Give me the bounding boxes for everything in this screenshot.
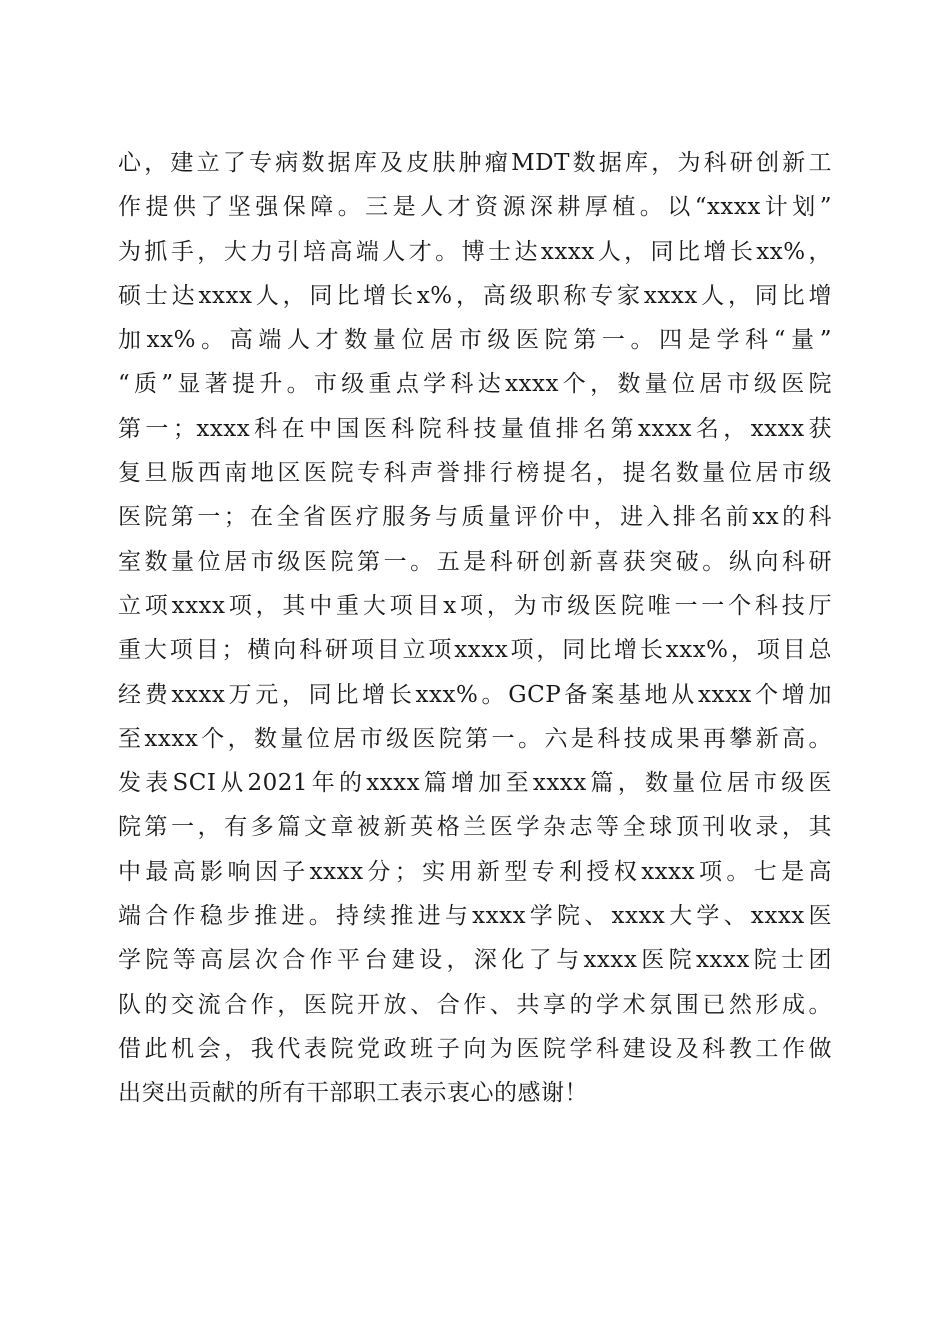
text-line: 加xx%。高端人才数量位居市级医院第一。四是学科“量” (118, 327, 832, 354)
text-line: 为抓手，大力引培高端人才。博士达xxxx人，同比增长xx%， (118, 238, 832, 265)
text-line: 重大项目；横向科研项目立项xxxx项，同比增长xxx%，项目总 (118, 637, 832, 664)
text-line: 队的交流合作，医院开放、合作、共享的学术氛围已然形成。 (118, 991, 832, 1018)
text-line: 端合作稳步推进。持续推进与xxxx学院、xxxx大学、xxxx医 (118, 903, 832, 930)
text-line: 经费xxxx万元，同比增长xxx%。GCP备案基地从xxxx个增加 (118, 681, 832, 708)
text-line: 硕士达xxxx人，同比增长x%，高级职称专家xxxx人，同比增 (118, 282, 832, 309)
text-line: 至xxxx个，数量位居市级医院第一。六是科技成果再攀新高。 (118, 725, 832, 752)
text-line: 院第一，有多篇文章被新英格兰医学杂志等全球顶刊收录，其 (118, 814, 832, 841)
text-line: 作提供了坚强保障。三是人才资源深耕厚植。以“xxxx计划” (118, 194, 832, 221)
text-line: 学院等高层次合作平台建设，深化了与xxxx医院xxxx院士团 (118, 947, 832, 974)
text-line: 出突出贡献的所有干部职工表示衷心的感谢！ (118, 1080, 588, 1107)
text-line: 第一；xxxx科在中国医科院科技量值排名第xxxx名，xxxx获 (118, 415, 832, 442)
text-line: 心，建立了专病数据库及皮肤肿瘤MDT数据库，为科研创新工 (118, 150, 832, 176)
text-line: 借此机会，我代表院党政班子向为医院学科建设及科教工作做 (118, 1035, 832, 1062)
body-text (118, 141, 832, 1116)
text-line: 立项xxxx项，其中重大项目x项，为市级医院唯一一个科技厅 (118, 592, 832, 619)
text-line: 室数量位居市级医院第一。五是科研创新喜获突破。纵向科研 (118, 548, 832, 575)
text-line: 中最高影响因子xxxx分；实用新型专利授权xxxx项。七是高 (118, 858, 832, 885)
text-line: 医院第一；在全省医疗服务与质量评价中，进入排名前xx的科 (118, 504, 832, 531)
text-line: 复旦版西南地区医院专科声誉排行榜提名，提名数量位居市级 (118, 460, 832, 487)
text-line: “质”显著提升。市级重点学科达xxxx个，数量位居市级医院 (118, 371, 832, 398)
text-line: 发表SCI从2021年的xxxx篇增加至xxxx篇，数量位居市级医 (118, 770, 832, 797)
